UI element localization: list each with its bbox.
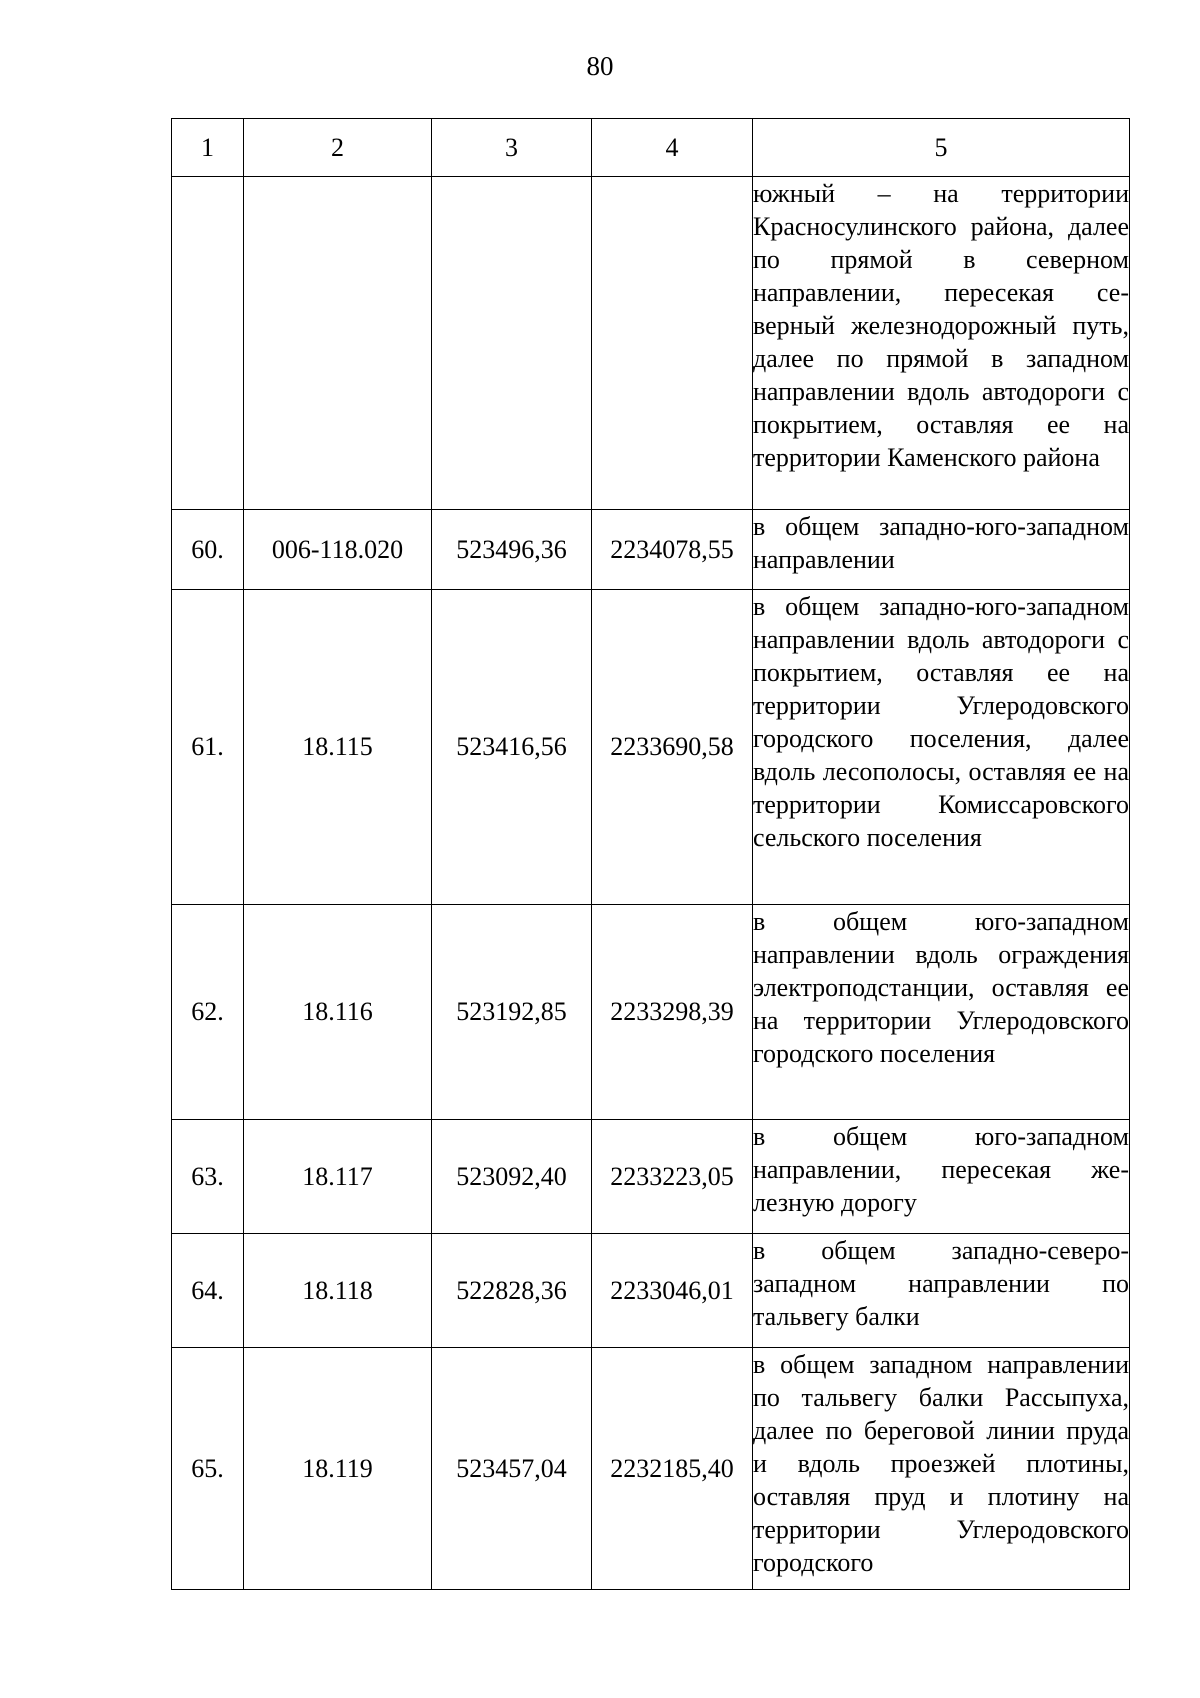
boundary-points-table — [171, 118, 1130, 1590]
coordinate-y: 2233223,05 — [592, 1120, 753, 1234]
point-number: 62. — [172, 905, 244, 1120]
table-row — [172, 1120, 1130, 1234]
point-code: 006-118.020 — [244, 510, 432, 590]
header-row — [172, 119, 1130, 177]
coordinate-y — [592, 177, 753, 510]
coordinate-x: 523092,40 — [432, 1120, 592, 1234]
point-number — [172, 177, 244, 510]
coordinate-x: 523192,85 — [432, 905, 592, 1120]
table-row — [172, 177, 1130, 510]
coordinate-x: 523457,04 — [432, 1348, 592, 1590]
coordinate-x: 523416,56 — [432, 590, 592, 905]
point-number: 65. — [172, 1348, 244, 1590]
header-col-3: 3 — [432, 119, 592, 177]
boundary-description: в общем западном направлении по тальвегу балки Рассыпуха, далее по береговой линии пруда и вдоль проезжей плотины, оставляя пруд и плотину на территории Углеродовского городского — [753, 1348, 1130, 1590]
point-code — [244, 177, 432, 510]
coordinate-x — [432, 177, 592, 510]
point-code: 18.116 — [244, 905, 432, 1120]
coordinate-x: 523496,36 — [432, 510, 592, 590]
point-number: 64. — [172, 1234, 244, 1348]
coordinate-y: 2234078,55 — [592, 510, 753, 590]
coordinate-y: 2233298,39 — [592, 905, 753, 1120]
header-col-2: 2 — [244, 119, 432, 177]
point-code: 18.118 — [244, 1234, 432, 1348]
boundary-description: в общем западно-юго-западном направлении вдоль автодороги с покрытием, оставляя ее на территории Углеродовского городского поселения, далее вдоль лесополосы, оставляя ее на территории Комиссаровского сельского поселения — [753, 590, 1130, 905]
boundary-description: в общем западно-юго-западном направлении — [753, 510, 1130, 590]
table-row — [172, 1234, 1130, 1348]
table-row — [172, 510, 1130, 590]
point-number: 61. — [172, 590, 244, 905]
point-code: 18.117 — [244, 1120, 432, 1234]
coordinate-y: 2233690,58 — [592, 590, 753, 905]
coordinate-y: 2233046,01 — [592, 1234, 753, 1348]
point-number: 60. — [172, 510, 244, 590]
table-row — [172, 905, 1130, 1120]
header-col-4: 4 — [592, 119, 753, 177]
boundary-description: в общем юго-западном направлении вдоль ограждения электроподстанции, оставляя ее на территории Углеродовского городского поселения — [753, 905, 1130, 1120]
boundary-description: в общем западно-северо-западном направлении по тальвегу балки — [753, 1234, 1130, 1348]
point-code: 18.119 — [244, 1348, 432, 1590]
table-row — [172, 1348, 1130, 1590]
coordinate-x: 522828,36 — [432, 1234, 592, 1348]
page-number: 80 — [586, 51, 614, 81]
point-number: 63. — [172, 1120, 244, 1234]
header-col-1: 1 — [172, 119, 244, 177]
table-row — [172, 590, 1130, 905]
header-col-5: 5 — [753, 119, 1130, 177]
boundary-description: южный – на территории Красносулинского района, далее по прямой в северном направлении, пересекая северный железнодорожный путь, далее по прямой в западном направлении вдоль автодороги с покрытием, оставляя ее на территории Каменского района — [753, 177, 1130, 510]
boundary-description: в общем юго-западном направлении, пересекая железную дорогу — [753, 1120, 1130, 1234]
point-code: 18.115 — [244, 590, 432, 905]
coordinate-y: 2232185,40 — [592, 1348, 753, 1590]
